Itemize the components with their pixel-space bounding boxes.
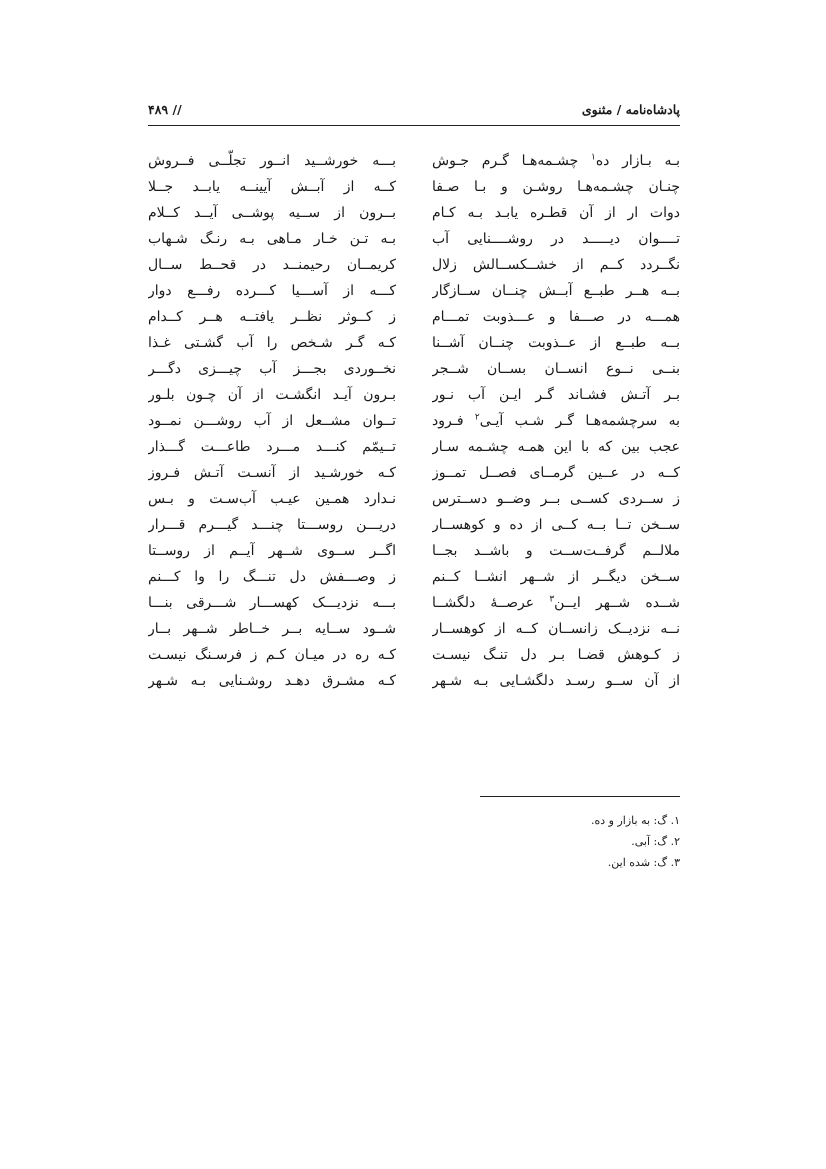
hemistich-first-text: بـه بـازار ده <box>595 153 680 169</box>
hemistich-first <box>432 460 680 486</box>
hemistich-first <box>432 252 680 278</box>
page-number: // ۴۸۹ <box>148 101 182 117</box>
hemistich-first-text: بــه هــر طبــع آبــش چنــان ســازگار <box>432 283 680 299</box>
hemistich-second: کـه مشـرق دهـد روشـنایی بـه شـهر <box>148 673 396 689</box>
hemistich-first-text: عجب بین که با این همـه چشـمه سـار <box>432 439 680 455</box>
hemistich-first-text: دوات ار از آن قطـره یابـد بـه کـام <box>432 205 680 221</box>
verse-line <box>148 538 680 564</box>
hemistich-first <box>432 486 680 512</box>
hemistich-first-text: ملالــم گرفــت‌ســت و باشــد بجــا <box>432 543 680 559</box>
hemistich-second: بــرون از ســیه پوشــی آیــد کــلام <box>148 205 396 221</box>
hemistich-first <box>432 642 680 668</box>
hemistich-first-text: همـــه در صـــفا و عـــذوبت تمـــام <box>432 309 680 325</box>
hemistich-first-tail: عرصــهٔ دلگشــا <box>432 595 550 611</box>
hemistich-second: بـه تـن خـار مـاهی بـه رنـگ شـهاب <box>148 231 396 247</box>
poem-body <box>148 148 680 694</box>
hemistich-first-text: ســخن دیگــر از شــهر انشــا کــنم <box>432 569 680 585</box>
verse-line <box>148 434 680 460</box>
hemistich-first-text: تــــوان دیـــــد در روشــــنایی آب <box>432 231 680 247</box>
hemistich-first <box>432 226 680 252</box>
verse-line <box>148 304 680 330</box>
verse-line <box>148 642 680 668</box>
hemistich-first <box>432 382 680 408</box>
hemistich-second: بـــه خورشــید انــور تجلّــی فــروش <box>148 153 396 169</box>
hemistich-second: ز وصـــفش دل تنـــگ را وا کـــنم <box>148 569 396 585</box>
verse-line <box>148 252 680 278</box>
hemistich-second: بـــه نزدیـــک کهســـار شـــرقی بنـــا <box>148 595 396 611</box>
page-header <box>148 96 680 122</box>
hemistich-first-tail: چشـمه‌هـا گـرم جـوش <box>432 153 591 169</box>
hemistich-second: کـه خورشـید از آنسـت آتـش فـروز <box>148 465 396 481</box>
footnote: ۱. گ: به بازار و ده. <box>591 814 680 827</box>
hemistich-second: نخــوردی بجـــز آب چیـــزی دگـــر <box>148 361 396 377</box>
hemistich-first-tail: فـرود <box>432 413 475 429</box>
hemistich-first <box>432 538 680 564</box>
verse-line <box>148 200 680 226</box>
hemistich-second: کـه گـر شـخص را آب گشـتی غـذا <box>148 335 396 351</box>
hemistich-first <box>432 434 680 460</box>
hemistich-first-text: بنــی نــوع انســان بســان شــجر <box>432 361 680 377</box>
footnote-rule <box>480 796 680 797</box>
hemistich-second: نـدارد همـین عیـب آب‌سـت و بـس <box>148 491 396 507</box>
verse-line <box>148 668 680 694</box>
hemistich-first <box>432 356 680 382</box>
header-rule <box>148 125 680 126</box>
footnote-marker: ۲ <box>474 412 480 423</box>
footnotes <box>400 810 680 873</box>
hemistich-first-text: نگــردد کــم از خشــکســالش زلال <box>432 257 680 273</box>
hemistich-first <box>432 564 680 590</box>
verse-line <box>148 356 680 382</box>
hemistich-first-text: ز ســردی کســی بــر وضــو دســترس <box>432 491 680 507</box>
hemistich-first-text: ز کـوهش قضـا بـر دل تنـگ نیسـت <box>432 647 680 663</box>
verse-line <box>148 408 680 434</box>
footnote-marker: ۳ <box>549 594 555 605</box>
hemistich-first <box>432 668 680 694</box>
footnote: ۳. گ: شده این. <box>607 856 680 869</box>
hemistich-second: شــود ســایه بــر خــاطر شــهر بــار <box>148 621 396 637</box>
hemistich-first <box>432 278 680 304</box>
hemistich-first <box>432 304 680 330</box>
verse-line <box>148 148 680 174</box>
hemistich-first <box>432 148 680 174</box>
hemistich-first-text: از آن ســو رسـد دلگشـایی بـه شـهر <box>432 673 680 689</box>
hemistich-first-text: بـر آتـش فشـاند گـر ایـن آب نـور <box>432 387 680 403</box>
verse-line <box>148 486 680 512</box>
running-title: پادشاه‌نامه / مثنوی <box>581 101 680 117</box>
hemistich-first <box>432 616 680 642</box>
hemistich-first <box>432 512 680 538</box>
hemistich-first-text: چنـان چشـمه‌هـا روشـن و بـا صـفا <box>432 179 680 195</box>
hemistich-first <box>432 330 680 356</box>
hemistich-first-text: نــه نزدیــک زانســان کــه از کوهســار <box>432 621 680 637</box>
hemistich-second: بـرون آیـد انگشـت از آن چـون بلـور <box>148 387 396 403</box>
verse-line <box>148 226 680 252</box>
verse-line <box>148 278 680 304</box>
verse-line <box>148 512 680 538</box>
footnote: ۲. گ: آبی. <box>631 835 680 848</box>
hemistich-first <box>432 408 680 434</box>
verse-line <box>148 382 680 408</box>
hemistich-first <box>432 174 680 200</box>
verse-line <box>148 564 680 590</box>
hemistich-second: کــه از آبــش آیینــه یابــد جــلا <box>148 179 396 195</box>
hemistich-second: تــوان مشــعل از آب روشـــن نمــود <box>148 413 396 429</box>
hemistich-second: ز کــوثر نظــر یافتــه هــر کــدام <box>148 309 396 325</box>
hemistich-first-text: ســخن تــا بــه کــی از ده و کوهســار <box>432 517 680 533</box>
verse-line <box>148 330 680 356</box>
hemistich-first <box>432 590 680 616</box>
hemistich-second: دریـــن روســـتا چنـــد گیـــرم قـــرار <box>148 517 396 533</box>
footnote-marker: ۱ <box>590 152 596 163</box>
verse-line <box>148 460 680 486</box>
verse-line <box>148 590 680 616</box>
verse-line <box>148 616 680 642</box>
hemistich-second: کـه ره در میـان کـم ز فرسـنگ نیسـت <box>148 647 396 663</box>
hemistich-first <box>432 200 680 226</box>
hemistich-first-text: شــده شــهر ایــن <box>554 595 680 611</box>
hemistich-first-text: بــه طبــع از عــذوبت چنــان آشــنا <box>432 335 680 351</box>
hemistich-first-text: کــه در عــین گرمــای فصــل تمــوز <box>432 465 680 481</box>
hemistich-second: تــیمّم کنـــد مـــرد طاعـــت گـــذار <box>148 439 396 455</box>
hemistich-first-text: به سرچشمه‌هـا گـر شـب آیـی <box>479 413 680 429</box>
hemistich-second: کـــه از آســـیا کـــرده رفـــع دوار <box>148 283 396 299</box>
hemistich-second: اگــر ســوی شــهر آیــم از روســتا <box>148 543 396 559</box>
verse-line <box>148 174 680 200</box>
hemistich-second: کریمــان رحیمنــد در قحــط ســال <box>148 257 396 273</box>
